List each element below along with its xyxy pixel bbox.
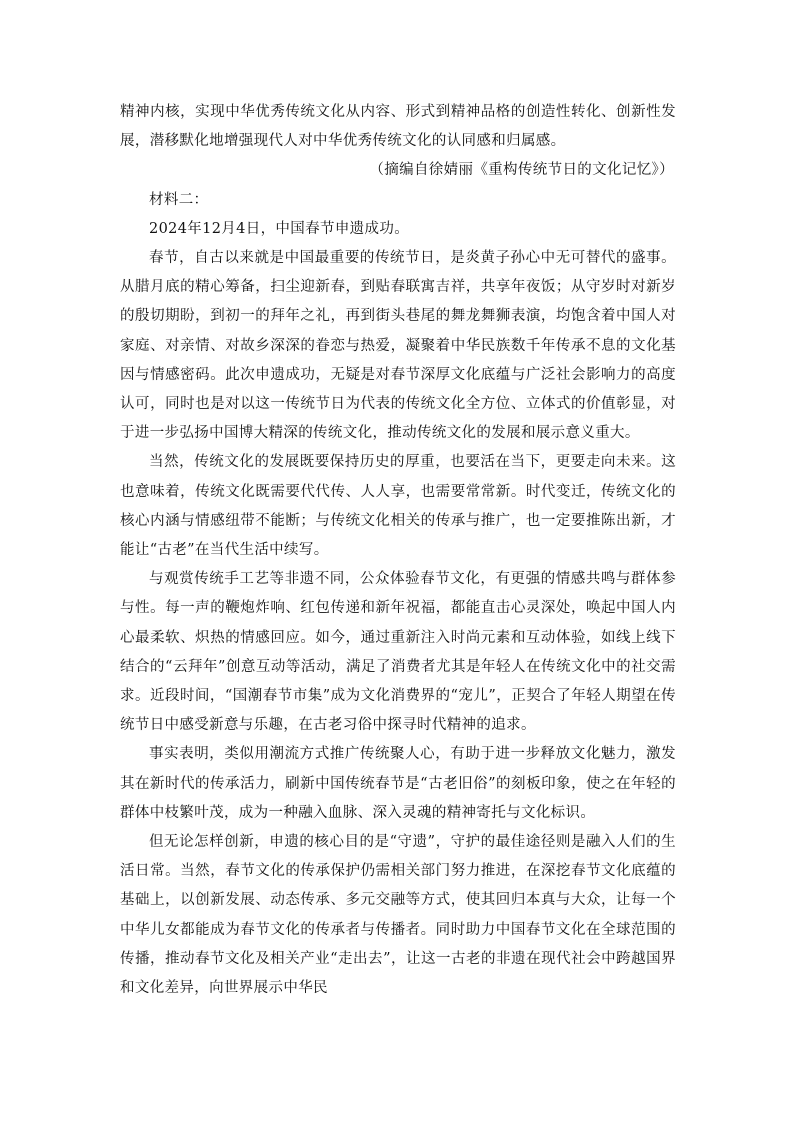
source-citation: （摘编自徐婧丽《重构传统节日的文化记忆》） (369, 162, 674, 179)
paragraph: 春节，自古以来就是中国最重要的传统节日，是炎黄子孙心中无可替代的盛事。从腊月底的精心筹备，扫尘迎新春，到贴春联寓吉祥，共享年夜饭；从守岁时对新岁的殷切期盼，到初一的拜年之礼，再到街头巷尾的舞龙舞狮表演，均饱含着中国人对家庭、对亲情、对故乡深深的眷恋与热爱，凝聚着中华民族数千年传承不息的文化基因与情感密码。此次申遗成功，无疑是对春节深厚文化底蕴与广泛社会影响力的高度认可，同时也是对以这一传统节日为代表的传统文化全方位、立体式的价值彰显，对于进一步弘扬中国博大精深的传统文化，推动传统文化的发展和展示意义重大。 (120, 250, 676, 442)
paragraph: 2024年12月4日，中国春节申遗成功。 (149, 220, 410, 237)
paragraph-continuation: 精神内核，实现中华优秀传统文化从内容、形式到精神品格的创造性转化、创新性发展，潜移默化地增强现代人对中华优秀传统文化的认同感和归属感。 (120, 104, 676, 150)
paragraph: 事实表明，类似用潮流方式推广传统聚人心，有助于进一步释放文化魅力，激发其在新时代的传承活力，刷新中国传统春节是“古老旧俗”的刻板印象，使之在年轻的群体中枝繁叶茂，成为一种融入血脉、深入灵魂的精神寄托与文化标识。 (120, 746, 676, 821)
paragraph: 当然，传统文化的发展既要保持历史的厚重，也要活在当下，更要走向未来。这也意味着，传统文化既需要代代传、人人享，也需要常常新。时代变迁，传统文化的核心内涵与情感纽带不能断；与传统文化相关的传承与推广，也一定要推陈出新，才能让“古老”在当代生活中续写。 (120, 454, 676, 559)
paragraph: 但无论怎样创新，申遗的核心目的是“守遗”，守护的最佳途径则是融入人们的生活日常。当然，春节文化的传承保护仍需相关部门努力推进，在深挖春节文化底蕴的基础上，以创新发展、动态传承、多元交融等方式，使其回归本真与大众，让每一个中华儿女都能成为春节文化的传承者与传播者。同时助力中国春节文化在全球范围的传播，推动春节文化及相关产业“走出去”，让这一古老的非遗在现代社会中跨越国界和文化差异，向世界展示中华民 (120, 834, 676, 997)
document-page (120, 98, 676, 1003)
section-heading: 材料二： (149, 191, 209, 208)
paragraph: 与观赏传统手工艺等非遗不同，公众体验春节文化，有更强的情感共鸣与群体参与性。每一声的鞭炮炸响、红包传递和新年祝福，都能直击心灵深处，唤起中国人内心最柔软、炽热的情感回应。如今，通过重新注入时尚元素和互动体验，如线上线下结合的“云拜年”创意互动等活动，满足了消费者尤其是年轻人在传统文化中的社交需求。近段时间，“国潮春节市集”成为文化消费界的“宠儿”，正契合了年轻人期望在传统节日中感受新意与乐趣，在古老习俗中探寻时代精神的追求。 (120, 571, 676, 734)
